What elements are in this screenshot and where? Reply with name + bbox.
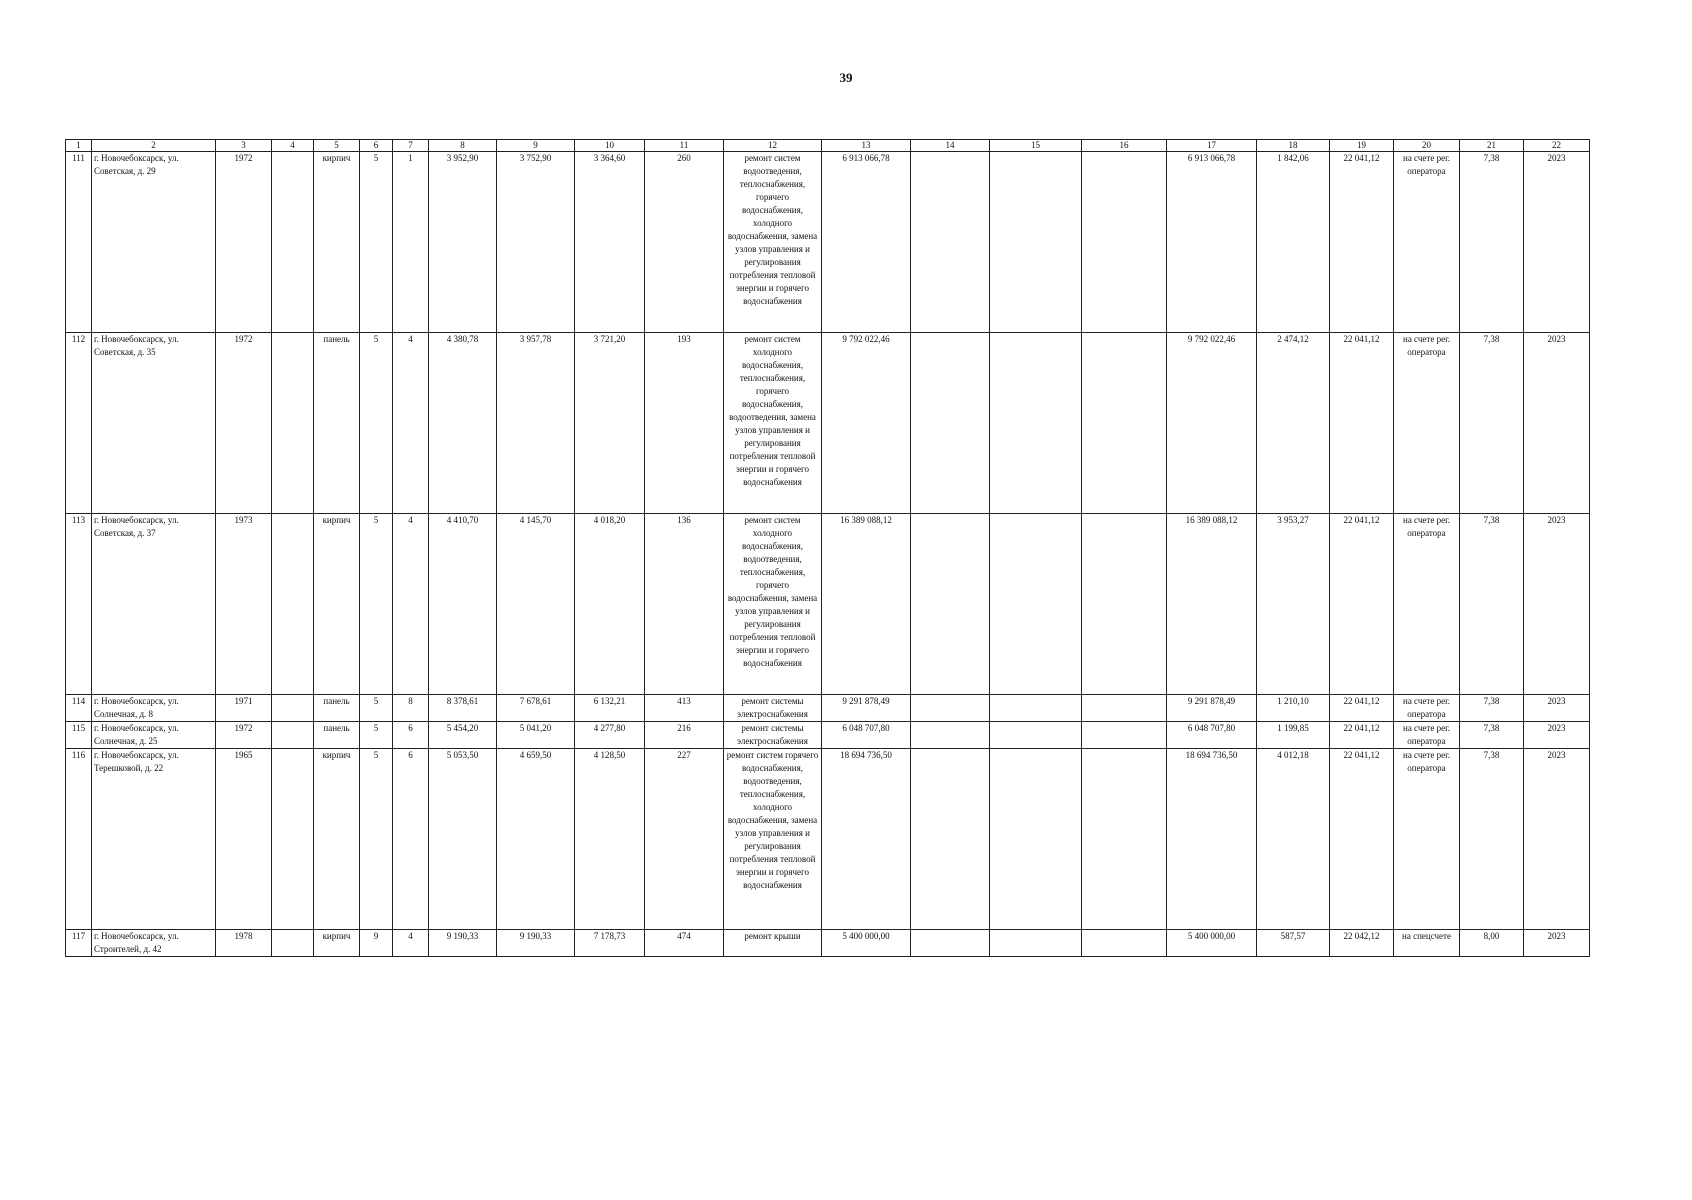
table-cell [1082, 722, 1167, 749]
table-cell [990, 514, 1082, 695]
column-header: 21 [1460, 140, 1524, 152]
works-cell: ремонт систем водоотведения, теплоснабжения, горячего водоснабжения, холодного водоснабжения, замена узлов управления и регулирования потребления тепловой энергии и горячего водоснабжения [724, 152, 822, 333]
table-cell [1082, 930, 1167, 957]
floors-cell: 5 [360, 722, 393, 749]
year-built-cell: 1971 [216, 695, 272, 722]
year-built-cell: 1965 [216, 749, 272, 930]
residents-cell: 216 [645, 722, 724, 749]
row-number: 111 [66, 152, 92, 333]
floors-cell: 5 [360, 333, 393, 514]
table-row [66, 722, 1590, 749]
column-header: 7 [393, 140, 429, 152]
plan-year-cell: 2023 [1524, 333, 1590, 514]
column-header: 4 [272, 140, 314, 152]
table-row [66, 514, 1590, 695]
floors-cell: 5 [360, 514, 393, 695]
total-area-cell: 8 378,61 [429, 695, 497, 722]
fund-method-cell: на счете рег. оператора [1394, 514, 1460, 695]
row-number: 116 [66, 749, 92, 930]
table-cell [990, 930, 1082, 957]
entrances-cell: 1 [393, 152, 429, 333]
wall-material-cell: кирпич [314, 152, 360, 333]
column-header: 17 [1167, 140, 1257, 152]
year-built-cell: 1972 [216, 722, 272, 749]
premises-area-cell: 4 145,70 [497, 514, 575, 695]
owners-funds-cell: 9 792 022,46 [1167, 333, 1257, 514]
table-cell [272, 333, 314, 514]
rate-cell: 8,00 [1460, 930, 1524, 957]
address-cell: г. Новочебоксарск, ул. Солнечная, д. 8 [92, 695, 216, 722]
total-area-cell: 3 952,90 [429, 152, 497, 333]
works-cell: ремонт системы электроснабжения [724, 695, 822, 722]
column-header: 11 [645, 140, 724, 152]
entrances-cell: 4 [393, 930, 429, 957]
table-cell [911, 152, 990, 333]
year-built-cell: 1972 [216, 152, 272, 333]
table-cell [911, 695, 990, 722]
plan-year-cell: 2023 [1524, 930, 1590, 957]
fund-method-cell: на спецсчете [1394, 930, 1460, 957]
column-header: 18 [1257, 140, 1330, 152]
header-row [66, 140, 1590, 152]
cost-cell: 6 913 066,78 [822, 152, 911, 333]
year-built-cell: 1972 [216, 333, 272, 514]
table-cell [1082, 152, 1167, 333]
entrances-cell: 8 [393, 695, 429, 722]
column-header: 13 [822, 140, 911, 152]
table-cell [990, 695, 1082, 722]
table-cell [1082, 695, 1167, 722]
premises-area-cell: 4 659,50 [497, 749, 575, 930]
total-area-cell: 4 410,70 [429, 514, 497, 695]
table-cell [272, 930, 314, 957]
unit-cost-cell: 2 474,12 [1257, 333, 1330, 514]
residents-cell: 193 [645, 333, 724, 514]
row-number: 114 [66, 695, 92, 722]
owners-funds-cell: 6 048 707,80 [1167, 722, 1257, 749]
year-built-cell: 1978 [216, 930, 272, 957]
fund-method-cell: на счете рег. оператора [1394, 152, 1460, 333]
column-header: 10 [575, 140, 645, 152]
table-cell [1082, 514, 1167, 695]
plan-year-cell: 2023 [1524, 749, 1590, 930]
entrances-cell: 4 [393, 333, 429, 514]
address-cell: г. Новочебоксарск, ул. Советская, д. 37 [92, 514, 216, 695]
floors-cell: 5 [360, 152, 393, 333]
address-cell: г. Новочебоксарск, ул. Строителей, д. 42 [92, 930, 216, 957]
rate-cell: 7,38 [1460, 514, 1524, 695]
premises-area-cell: 3 957,78 [497, 333, 575, 514]
max-cost-cell: 22 041,12 [1330, 749, 1394, 930]
residents-cell: 227 [645, 749, 724, 930]
year-built-cell: 1973 [216, 514, 272, 695]
fund-method-cell: на счете рег. оператора [1394, 695, 1460, 722]
owners-funds-cell: 16 389 088,12 [1167, 514, 1257, 695]
table-cell [911, 333, 990, 514]
unit-cost-cell: 4 012,18 [1257, 749, 1330, 930]
unit-cost-cell: 3 953,27 [1257, 514, 1330, 695]
fund-method-cell: на счете рег. оператора [1394, 722, 1460, 749]
residential-area-cell: 3 721,20 [575, 333, 645, 514]
column-header: 2 [92, 140, 216, 152]
table-cell [911, 749, 990, 930]
address-cell: г. Новочебоксарск, ул. Солнечная, д. 25 [92, 722, 216, 749]
table-row [66, 749, 1590, 930]
owners-funds-cell: 5 400 000,00 [1167, 930, 1257, 957]
works-cell: ремонт системы электроснабжения [724, 722, 822, 749]
table-cell [272, 152, 314, 333]
row-number: 112 [66, 333, 92, 514]
unit-cost-cell: 1 842,06 [1257, 152, 1330, 333]
fund-method-cell: на счете рег. оператора [1394, 749, 1460, 930]
cost-cell: 18 694 736,50 [822, 749, 911, 930]
wall-material-cell: панель [314, 722, 360, 749]
rate-cell: 7,38 [1460, 749, 1524, 930]
residents-cell: 474 [645, 930, 724, 957]
column-header: 8 [429, 140, 497, 152]
table-cell [272, 695, 314, 722]
column-header: 12 [724, 140, 822, 152]
address-cell: г. Новочебоксарск, ул. Терешковой, д. 22 [92, 749, 216, 930]
residential-area-cell: 4 018,20 [575, 514, 645, 695]
table-cell [990, 749, 1082, 930]
total-area-cell: 9 190,33 [429, 930, 497, 957]
address-cell: г. Новочебоксарск, ул. Советская, д. 35 [92, 333, 216, 514]
entrances-cell: 6 [393, 749, 429, 930]
unit-cost-cell: 1 210,10 [1257, 695, 1330, 722]
cost-cell: 5 400 000,00 [822, 930, 911, 957]
residents-cell: 136 [645, 514, 724, 695]
wall-material-cell: панель [314, 333, 360, 514]
max-cost-cell: 22 041,12 [1330, 722, 1394, 749]
owners-funds-cell: 6 913 066,78 [1167, 152, 1257, 333]
max-cost-cell: 22 042,12 [1330, 930, 1394, 957]
total-area-cell: 4 380,78 [429, 333, 497, 514]
entrances-cell: 4 [393, 514, 429, 695]
residents-cell: 413 [645, 695, 724, 722]
works-cell: ремонт систем холодного водоснабжения, теплоснабжения, горячего водоснабжения, водоотведения, замена узлов управления и регулирования потребления тепловой энергии и горячего водоснабжения [724, 333, 822, 514]
column-header: 16 [1082, 140, 1167, 152]
wall-material-cell: кирпич [314, 930, 360, 957]
unit-cost-cell: 1 199,85 [1257, 722, 1330, 749]
plan-year-cell: 2023 [1524, 722, 1590, 749]
table-cell [911, 514, 990, 695]
column-header: 9 [497, 140, 575, 152]
row-number: 117 [66, 930, 92, 957]
wall-material-cell: кирпич [314, 514, 360, 695]
page-number: 39 [839, 70, 853, 85]
owners-funds-cell: 9 291 878,49 [1167, 695, 1257, 722]
cost-cell: 16 389 088,12 [822, 514, 911, 695]
owners-funds-cell: 18 694 736,50 [1167, 749, 1257, 930]
table-cell [990, 722, 1082, 749]
works-cell: ремонт крыши [724, 930, 822, 957]
premises-area-cell: 3 752,90 [497, 152, 575, 333]
total-area-cell: 5 454,20 [429, 722, 497, 749]
wall-material-cell: кирпич [314, 749, 360, 930]
column-header: 15 [990, 140, 1082, 152]
table-cell [272, 514, 314, 695]
rate-cell: 7,38 [1460, 152, 1524, 333]
floors-cell: 5 [360, 695, 393, 722]
entrances-cell: 6 [393, 722, 429, 749]
table-cell [911, 722, 990, 749]
table-row [66, 333, 1590, 514]
plan-year-cell: 2023 [1524, 695, 1590, 722]
rate-cell: 7,38 [1460, 695, 1524, 722]
residential-area-cell: 3 364,60 [575, 152, 645, 333]
premises-area-cell: 7 678,61 [497, 695, 575, 722]
fund-method-cell: на счете рег. оператора [1394, 333, 1460, 514]
plan-year-cell: 2023 [1524, 152, 1590, 333]
column-header: 3 [216, 140, 272, 152]
residential-area-cell: 7 178,73 [575, 930, 645, 957]
works-cell: ремонт систем холодного водоснабжения, водоотведения, теплоснабжения, горячего водоснабжения, замена узлов управления и регулирования потребления тепловой энергии и горячего водоснабжения [724, 514, 822, 695]
cost-cell: 6 048 707,80 [822, 722, 911, 749]
residential-area-cell: 4 128,50 [575, 749, 645, 930]
total-area-cell: 5 053,50 [429, 749, 497, 930]
row-number: 115 [66, 722, 92, 749]
column-header: 19 [1330, 140, 1394, 152]
floors-cell: 9 [360, 930, 393, 957]
premises-area-cell: 5 041,20 [497, 722, 575, 749]
max-cost-cell: 22 041,12 [1330, 695, 1394, 722]
premises-area-cell: 9 190,33 [497, 930, 575, 957]
unit-cost-cell: 587,57 [1257, 930, 1330, 957]
table-cell [272, 749, 314, 930]
works-cell: ремонт систем горячего водоснабжения, водоотведения, теплоснабжения, холодного водоснабжения, замена узлов управления и регулирования потребления тепловой энергии и горячего водоснабжения [724, 749, 822, 930]
column-header: 5 [314, 140, 360, 152]
table-cell [990, 152, 1082, 333]
floors-cell: 5 [360, 749, 393, 930]
plan-year-cell: 2023 [1524, 514, 1590, 695]
cost-cell: 9 792 022,46 [822, 333, 911, 514]
column-header: 14 [911, 140, 990, 152]
address-cell: г. Новочебоксарск, ул. Советская, д. 29 [92, 152, 216, 333]
table-row [66, 152, 1590, 333]
column-header: 6 [360, 140, 393, 152]
table-body [66, 152, 1590, 957]
cost-cell: 9 291 878,49 [822, 695, 911, 722]
max-cost-cell: 22 041,12 [1330, 514, 1394, 695]
max-cost-cell: 22 041,12 [1330, 333, 1394, 514]
rate-cell: 7,38 [1460, 722, 1524, 749]
registry-table [65, 139, 1590, 957]
table-cell [990, 333, 1082, 514]
wall-material-cell: панель [314, 695, 360, 722]
residential-area-cell: 6 132,21 [575, 695, 645, 722]
column-header: 1 [66, 140, 92, 152]
table-cell [1082, 333, 1167, 514]
table-cell [272, 722, 314, 749]
table-row [66, 695, 1590, 722]
column-header: 22 [1524, 140, 1590, 152]
row-number: 113 [66, 514, 92, 695]
rate-cell: 7,38 [1460, 333, 1524, 514]
column-header: 20 [1394, 140, 1460, 152]
table-row [66, 930, 1590, 957]
max-cost-cell: 22 041,12 [1330, 152, 1394, 333]
residential-area-cell: 4 277,80 [575, 722, 645, 749]
table-cell [1082, 749, 1167, 930]
residents-cell: 260 [645, 152, 724, 333]
table-cell [911, 930, 990, 957]
